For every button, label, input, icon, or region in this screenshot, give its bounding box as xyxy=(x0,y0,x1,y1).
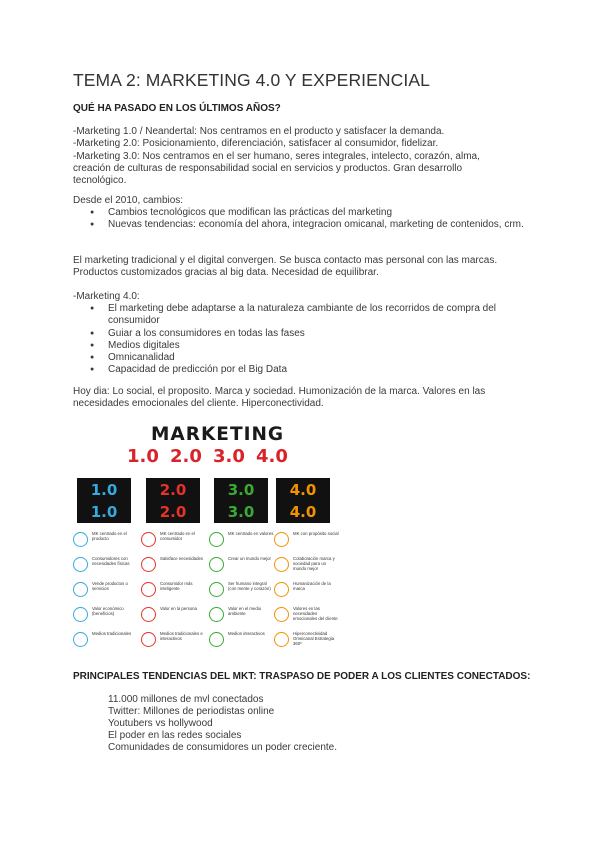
version-label: 2.0 xyxy=(170,446,202,467)
infographic-cell-text: Medios tradicionales e interactivos xyxy=(160,631,203,641)
infographic-concept-icon xyxy=(274,582,289,597)
infographic-cell-text: Consumidores con necesidades físicas xyxy=(92,556,130,566)
list-item: ● Cambios tecnológicos que modifican las prácticas del marketing xyxy=(73,207,543,219)
infographic-cell-text: Valor en la persona xyxy=(160,606,197,611)
marketing-infographic xyxy=(73,420,341,656)
version-box-label: 2.0 xyxy=(159,481,187,499)
infographic-cell xyxy=(73,580,139,600)
version-label: 1.0 xyxy=(127,446,159,467)
infographic-concept-icon xyxy=(73,582,88,597)
today-paragraph xyxy=(73,386,533,411)
version-box-label: 3.0 xyxy=(227,481,255,499)
list-item: ● Guiar a los consumidores en todas las fases xyxy=(73,328,543,340)
infographic-concept-icon xyxy=(209,582,224,597)
infographic-cell-text: Satisface necesidades xyxy=(160,556,203,561)
version-box-4 xyxy=(276,478,330,523)
infographic-concept-icon xyxy=(209,557,224,572)
infographic-cell-text: Ser humano integral (con mente y corazón) xyxy=(228,581,271,591)
infographic-cell xyxy=(274,555,340,575)
section-heading-trends: PRINCIPALES TENDENCIAS DEL MKT: TRASPASO DE PODER A LOS CLIENTES CONECTADOS: xyxy=(73,671,531,682)
list-item: ● Nuevas tendencias: economía del ahora, integracion omicanal, marketing de contenidos, crm. xyxy=(73,219,528,231)
infographic-concept-icon xyxy=(209,532,224,547)
version-box-2 xyxy=(146,478,200,523)
infographic-concept-icon xyxy=(274,607,289,622)
infographic-cell-text: Medios tradicionales xyxy=(92,631,132,636)
infographic-concept-icon xyxy=(274,557,289,572)
infographic-cell-text: Humanización de la marca xyxy=(293,581,331,591)
infographic-cell xyxy=(73,555,139,575)
infographic-cell xyxy=(209,555,275,575)
infographic-cell-text: Colaboración marca y sociedad para un mundo mejor xyxy=(293,556,335,571)
infographic-cell xyxy=(141,630,207,650)
list-item: ● Medios digitales xyxy=(73,340,543,352)
trend-item: 11.000 millones de mvl conectados xyxy=(108,694,264,705)
since-2010-intro: Desde el 2010, cambios: xyxy=(73,195,184,206)
infographic-cell xyxy=(73,530,139,550)
infographic-cell xyxy=(73,605,139,625)
infographic-cell xyxy=(209,580,275,600)
text-line: necesidades emocionales del cliente. Hiperconectividad. xyxy=(73,398,324,410)
version-box-label: 1.0 xyxy=(90,503,118,521)
infographic-concept-icon xyxy=(209,607,224,622)
text-line: Productos customizados gracias al big data. Necesidad de equilibrar. xyxy=(73,267,379,279)
text-line: -Marketing 3.0: Nos centramos en el ser humano, seres integrales, intelecto, corazón, alma, xyxy=(73,150,480,162)
version-box-label: 4.0 xyxy=(289,481,317,499)
list-item: ● Omnicanalidad xyxy=(73,352,543,364)
infographic-cell-text: Consumidor más inteligente xyxy=(160,581,193,591)
infographic-cell-text: Crear un mundo mejor xyxy=(228,556,271,561)
infographic-cell-text: Valor económico (beneficios) xyxy=(92,606,124,616)
version-label: 4.0 xyxy=(256,446,288,467)
infographic-cell-text: Valor en el medio ambiente xyxy=(228,606,262,616)
infographic-concept-icon xyxy=(141,607,156,622)
infographic-cell xyxy=(274,580,340,600)
infographic-title: MARKETING xyxy=(151,424,285,445)
infographic-concept-icon xyxy=(274,532,289,547)
infographic-concept-icon xyxy=(73,632,88,647)
infographic-cell xyxy=(73,630,139,650)
marketing-evolution-paragraph xyxy=(73,126,533,187)
infographic-cell xyxy=(274,630,340,650)
infographic-concept-icon xyxy=(274,632,289,647)
since-2010-list xyxy=(73,207,543,232)
infographic-cell xyxy=(141,605,207,625)
trend-item: Twitter: Millones de periodistas online xyxy=(108,706,275,718)
version-box-1 xyxy=(77,478,131,523)
infographic-cell xyxy=(274,605,340,625)
infographic-cell-text: MK con propósito social xyxy=(293,531,339,536)
infographic-concept-icon xyxy=(141,632,156,647)
text-line: Hoy dia: Lo social, el proposito. Marca y sociedad. Humonización de la marca. Valores en las xyxy=(73,386,486,397)
text-line: El marketing tradicional y el digital convergen. Se busca contacto mas personal con las marcas. xyxy=(73,255,498,266)
infographic-cell-text: Hiperconectividad Omnicanal Estrategia 360º xyxy=(293,631,335,646)
infographic-cell xyxy=(209,530,275,550)
text-line: -Marketing 2.0: Posicionamiento, diferenciación, satisfacer al consumidor, fidelizar. xyxy=(73,138,439,150)
infographic-cell xyxy=(141,530,207,550)
text-line: creación de culturas de responsabilidad social en servicios y productos. Gran desarrollo xyxy=(73,162,463,174)
infographic-cell xyxy=(209,630,275,650)
trend-item: Youtubers vs hollywood xyxy=(108,718,213,730)
infographic-cell-text: Vende productos o servicios xyxy=(92,581,128,591)
section-heading-recent-years: QUÉ HA PASADO EN LOS ÚLTIMOS AÑOS? xyxy=(73,103,281,114)
version-box-label: 3.0 xyxy=(227,503,255,521)
list-item: ● Capacidad de predicción por el Big Data xyxy=(73,364,543,376)
infographic-cell-text: MK centrado en el producto xyxy=(92,531,127,541)
trends-list xyxy=(108,694,337,754)
version-box-label: 4.0 xyxy=(289,503,317,521)
text-line: tecnológico. xyxy=(73,175,127,187)
infographic-cell xyxy=(141,580,207,600)
page-title: TEMA 2: MARKETING 4.0 Y EXPERIENCIAL xyxy=(73,70,430,90)
convergence-paragraph xyxy=(73,255,533,280)
marketing-40-list xyxy=(73,303,543,377)
trend-item: Comunidades de consumidores un poder creciente. xyxy=(108,742,338,754)
infographic-concept-icon xyxy=(73,607,88,622)
infographic-concept-icon xyxy=(141,582,156,597)
infographic-cell-text: MK centrado en valores xyxy=(228,531,274,536)
infographic-concept-icon xyxy=(73,557,88,572)
version-label: 3.0 xyxy=(213,446,245,467)
marketing-40-intro: -Marketing 4.0: xyxy=(73,291,140,302)
version-box-label: 1.0 xyxy=(90,481,118,499)
infographic-cell-text: Medios interactivos xyxy=(228,631,265,636)
infographic-concept-icon xyxy=(141,557,156,572)
infographic-concept-icon xyxy=(73,532,88,547)
infographic-cell-text: Valores en las necesidades emocionales del cliente xyxy=(293,606,338,621)
infographic-concept-icon xyxy=(209,632,224,647)
trend-item: El poder en las redes sociales xyxy=(108,730,242,742)
infographic-cell-text: MK centrado en el consumidor xyxy=(160,531,195,541)
infographic-concept-icon xyxy=(141,532,156,547)
list-item: ● El marketing debe adaptarse a la naturaleza cambiante de los recorridos de compra del consumidor xyxy=(73,303,528,328)
version-box-label: 2.0 xyxy=(159,503,187,521)
version-box-3 xyxy=(214,478,268,523)
infographic-cell xyxy=(141,555,207,575)
infographic-cell xyxy=(209,605,275,625)
text-line: -Marketing 1.0 / Neandertal: Nos centramos en el producto y satisfacer la demanda. xyxy=(73,126,445,137)
infographic-cell xyxy=(274,530,340,550)
